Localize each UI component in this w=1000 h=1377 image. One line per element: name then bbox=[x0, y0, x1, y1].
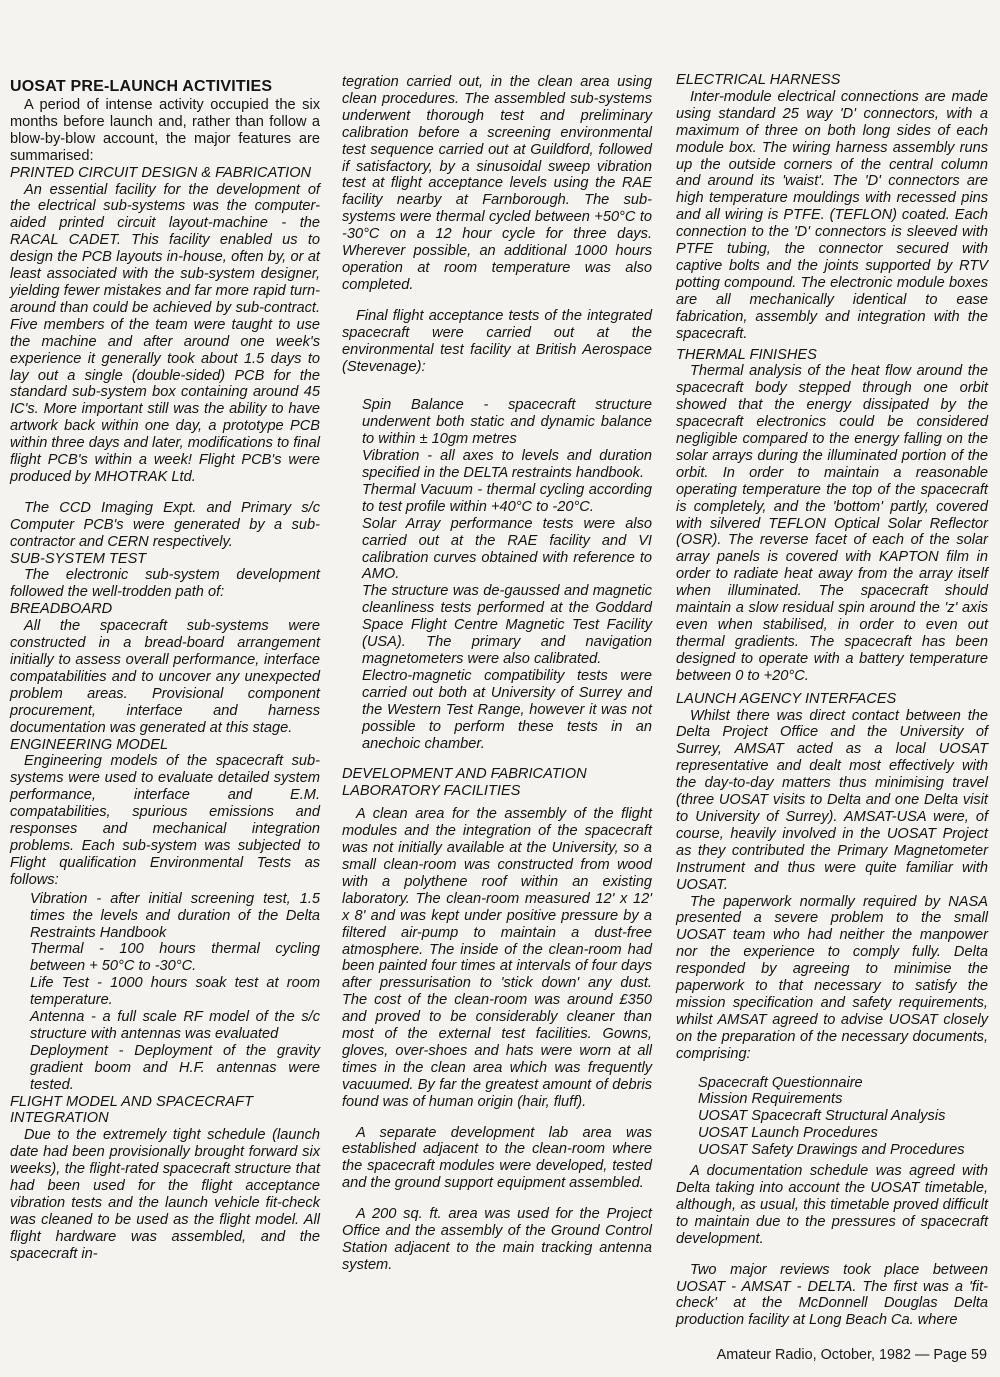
flight-model-paragraph: Due to the extremely tight schedule (launch date had been provisionally brought forward six weeks), the flight-rated spacecraft structure that had been used for the flight acceptance vibration tests and the launch vehicle fit-check was cleaned to be used as the flight model. All flight hardware was assembled, and the spacecraft in- bbox=[10, 1127, 320, 1262]
document-item: UOSAT Safety Drawings and Procedures bbox=[698, 1142, 965, 1159]
dev-facilities-heading: DEVELOPMENT AND FABRICATION LABORATORY FACILITIES bbox=[342, 766, 587, 800]
acceptance-test-item: Vibration - all axes to levels and duration specified in the DELTA restraints handbook. bbox=[362, 448, 652, 482]
dev-facilities-paragraph-2: A separate development lab area was established adjacent to the clean-room where the spacecraft modules were developed, tested and the ground support equipment assembled. bbox=[342, 1124, 652, 1192]
intro-paragraph: A period of intense activity occupied the six months before launch and, rather than follow a blow-by-blow account, the major features are summarised: bbox=[10, 97, 320, 164]
eng-test-item: Life Test - 1000 hours soak test at room temperature. bbox=[30, 975, 320, 1009]
launch-paragraph-2: The paperwork normally required by NASA presented a severe problem to the small UOSAT team who had neither the manpower nor the experience to comply fully. Delta responded by agreeing to minimise the paperwork to that necessary to satisfy the mission specification and safety requirements, whilst AMSAT agreed to advise UOSAT closely on the preparation of the necessary documents, comprising: bbox=[676, 893, 988, 1062]
documents-list bbox=[698, 1075, 988, 1160]
acceptance-test-item: Solar Array performance tests were also carried out at the RAE facility and VI calibration curves obtained with reference to AMO. bbox=[362, 515, 652, 583]
acceptance-test-item: The structure was de-gaussed and magnetic cleanliness tests performed at the Goddard Space Flight Centre Magnetic Test Facility (USA). The primary and navigation magnetometers were also calibrated. bbox=[362, 583, 652, 667]
column-3 bbox=[676, 72, 988, 1329]
launch-paragraph-3: A documentation schedule was agreed with Delta taking into account the UOSAT timetable, although, as usual, this timetable proved difficult to maintain due to the pressures of spacecraft development. bbox=[676, 1163, 988, 1247]
document-item: Spacecraft Questionnaire bbox=[698, 1074, 863, 1091]
subsystem-test-heading: SUB-SYSTEM TEST bbox=[10, 550, 147, 567]
thermal-heading: THERMAL FINISHES bbox=[676, 346, 817, 363]
breadboard-paragraph: All the spacecraft sub-systems were constructed in a bread-board arrangement initially to assess overall performance, interface compatabilities and to uncover any unexpected problem areas. Provisional component procurement, interface and harness documentation was generated at this stage. bbox=[10, 618, 320, 736]
harness-paragraph: Inter-module electrical connections are made using standard 25 way 'D' connectors, with a maximum of three on both long sides of each module box. The wiring harness assembly runs up the outside corners of the central column and around its 'waist'. The 'D' connectors are high temperature mouldings with recessed pins and all wiring is PTFE. (TEFLON) coated. Each connection to the 'D' connectors is sleeved with PTFE tubing, the connector secured with captive bolts and the joints supported by RTV potting compound. The electronic module boxes are all mechanically identical to ease fabrication, assembly and integration with the spacecraft. bbox=[676, 88, 988, 342]
launch-paragraph-1: Whilst there was direct contact between the Delta Project Office and the University of Surrey, AMSAT acted as a local UOSAT representative and dealt most effectively with the day-to-day matters thus minimising travel (three UOSAT visits to Delta and one Delta visit to University of Surrey). AMSAT-USA were, of course, heavily involved in the UOSAT Project as they contributed the Primary Magnetometer Instrument and thus were quite familiar with UOSAT. bbox=[676, 707, 988, 893]
launch-paragraph-4: Two major reviews took place between UOSAT - AMSAT - DELTA. The first was a 'fit-check' at the McDonnell Douglas Delta production facility at Long Beach Ca. where bbox=[676, 1261, 988, 1329]
engineering-model-heading: ENGINEERING MODEL bbox=[10, 736, 169, 753]
column-2 bbox=[342, 74, 652, 1274]
engineering-model-paragraph: Engineering models of the spacecraft sub-systems were used to evaluate detailed system performance, interface and E.M. compatabilities, spurious emissions and responses and mechanical integration problems. Each sub-system was subjected to Flight qualification Environmental Tests as follows: bbox=[10, 753, 320, 888]
dev-facilities-paragraph-3: A 200 sq. ft. area was used for the Project Office and the assembly of the Ground Control Station adjacent to the main tracking antenna system. bbox=[342, 1206, 652, 1273]
article-title: UOSAT PRE-LAUNCH ACTIVITIES bbox=[10, 78, 273, 95]
pcb-paragraph-2: The CCD Imaging Expt. and Primary s/c Computer PCB's were generated by a sub-contractor and CERN respectively. bbox=[10, 499, 320, 550]
thermal-paragraph: Thermal analysis of the heat flow around the spacecraft body stepped through one orbit showed that the energy dissipated by the spacecraft electronics could be considered negligible compared to the energy falling on the solar arrays during the illuminated portion of the orbit. In order to maintain a reasonable operating temperature the top of the spacecraft is completely, and the 'bottom' partly, covered with silvered TEFLON Optical Solar Reflector (OSR). The reverse facet of each of the solar array panels is covered with KAPTON film in order to radiate heat away from the array itself when illuminated. The spacecraft should maintain a slow residual spin around the 'z' axis even when stabilised, in order to even out thermal gradients. The spacecraft has been designed to operate with a battery temperature between 0 to +20°C. bbox=[676, 363, 988, 684]
final-acceptance-paragraph: Final flight acceptance tests of the integrated spacecraft were carried out at the environmental test facility at British Aerospace (Stevenage): bbox=[342, 307, 652, 375]
flight-model-heading: FLIGHT MODEL AND SPACECRAFT INTEGRATION bbox=[10, 1093, 253, 1127]
subsystem-test-paragraph: The electronic sub-system development followed the well-trodden path of: bbox=[10, 567, 320, 601]
eng-test-item: Thermal - 100 hours thermal cycling between + 50°C to -30°C. bbox=[30, 941, 320, 975]
document-item: Mission Requirements bbox=[698, 1091, 843, 1108]
pcb-paragraph-1: An essential facility for the development of the electrical sub-systems was the computer-aided printed circuit layout-machine - the RACAL CADET. This facility enabled us to design the PCB layouts in-house, often by, or at least associated with the sub-system designer, yielding fewer mistakes and far more rapid turn-around than could be achieved by sub-contract. Five members of the team were taught to use the machine and after around one week's experience it generally took about 1.5 days to lay out a single (double-sided) PCB for the standard sub-system box containing around 45 IC's. More important still was the ability to have artwork back within one day, a prototype PCB within three days and later, modifications to final flight PCB's within a week! Flight PCB's were produced by MHOTRAK Ltd. bbox=[10, 181, 320, 485]
dev-facilities-paragraph-1: A clean area for the assembly of the flight modules and the integration of the spacecraft was not initially available at the University, so a small clean-room was constructed from wood with a polythene roof within an existing laboratory. The clean-room measured 12' x 12' x 8' and was kept under positive pressure by a filtered air-pump to maintain a dust-free atmosphere. The inside of the clean-room had been painted four times at intervals of four days after pressurisation to 'stick down' any dust. The cost of the clean-room was around £350 and proved to be considerably cleaner than most of the external test facilities. Gowns, gloves, over-shoes and hats were worn at all times in the clean area which was frequently vacuumed. By far the greatest amount of debris found was of human origin (hair, fluff). bbox=[342, 806, 652, 1110]
breadboard-heading: BREADBOARD bbox=[10, 601, 113, 618]
page-footer: Amateur Radio, October, 1982 — Page 59 bbox=[716, 1347, 987, 1363]
pcb-heading: PRINTED CIRCUIT DESIGN & FABRICATION bbox=[10, 164, 312, 181]
acceptance-test-item: Thermal Vacuum - thermal cycling according to test profile within +40°C to -20°C. bbox=[362, 481, 652, 515]
eng-test-item: Vibration - after initial screening test, 1.5 times the levels and duration of the Delta Restraints Handbook bbox=[30, 890, 320, 941]
document-item: UOSAT Spacecraft Structural Analysis bbox=[698, 1108, 946, 1125]
column-1 bbox=[10, 72, 320, 1263]
integration-continued-paragraph: tegration carried out, in the clean area using clean procedures. The assembled sub-systems underwent thorough test and preliminary calibration before a screening environmental test sequence carried out at Guildford, followed if satisfactory, by a sinusoidal sweep vibration test at flight acceptance levels using the RAE facility nearby at Farnborough. The sub-systems were thermal cycled between +50°C to -30°C on a 12 hour cycle for three days. Wherever possible, an additional 1000 hours operation at room temperature was also completed. bbox=[342, 74, 652, 293]
document-item: UOSAT Launch Procedures bbox=[698, 1125, 878, 1142]
eng-test-item: Antenna - a full scale RF model of the s/c structure with antennas was evaluated bbox=[30, 1009, 320, 1042]
eng-test-item: Deployment - Deployment of the gravity gradient boom and H.F. antennas were tested. bbox=[30, 1042, 320, 1093]
harness-heading: ELECTRICAL HARNESS bbox=[676, 72, 841, 88]
acceptance-test-item: Electro-magnetic compatibility tests were carried out both at University of Surrey and the Western Test Range, however it was not possible to perform these tests in an anechoic chamber. bbox=[362, 667, 652, 752]
launch-heading: LAUNCH AGENCY INTERFACES bbox=[676, 690, 897, 707]
acceptance-test-item: Spin Balance - spacecraft structure underwent both static and dynamic balance to within ± 10gm metres bbox=[362, 397, 652, 448]
